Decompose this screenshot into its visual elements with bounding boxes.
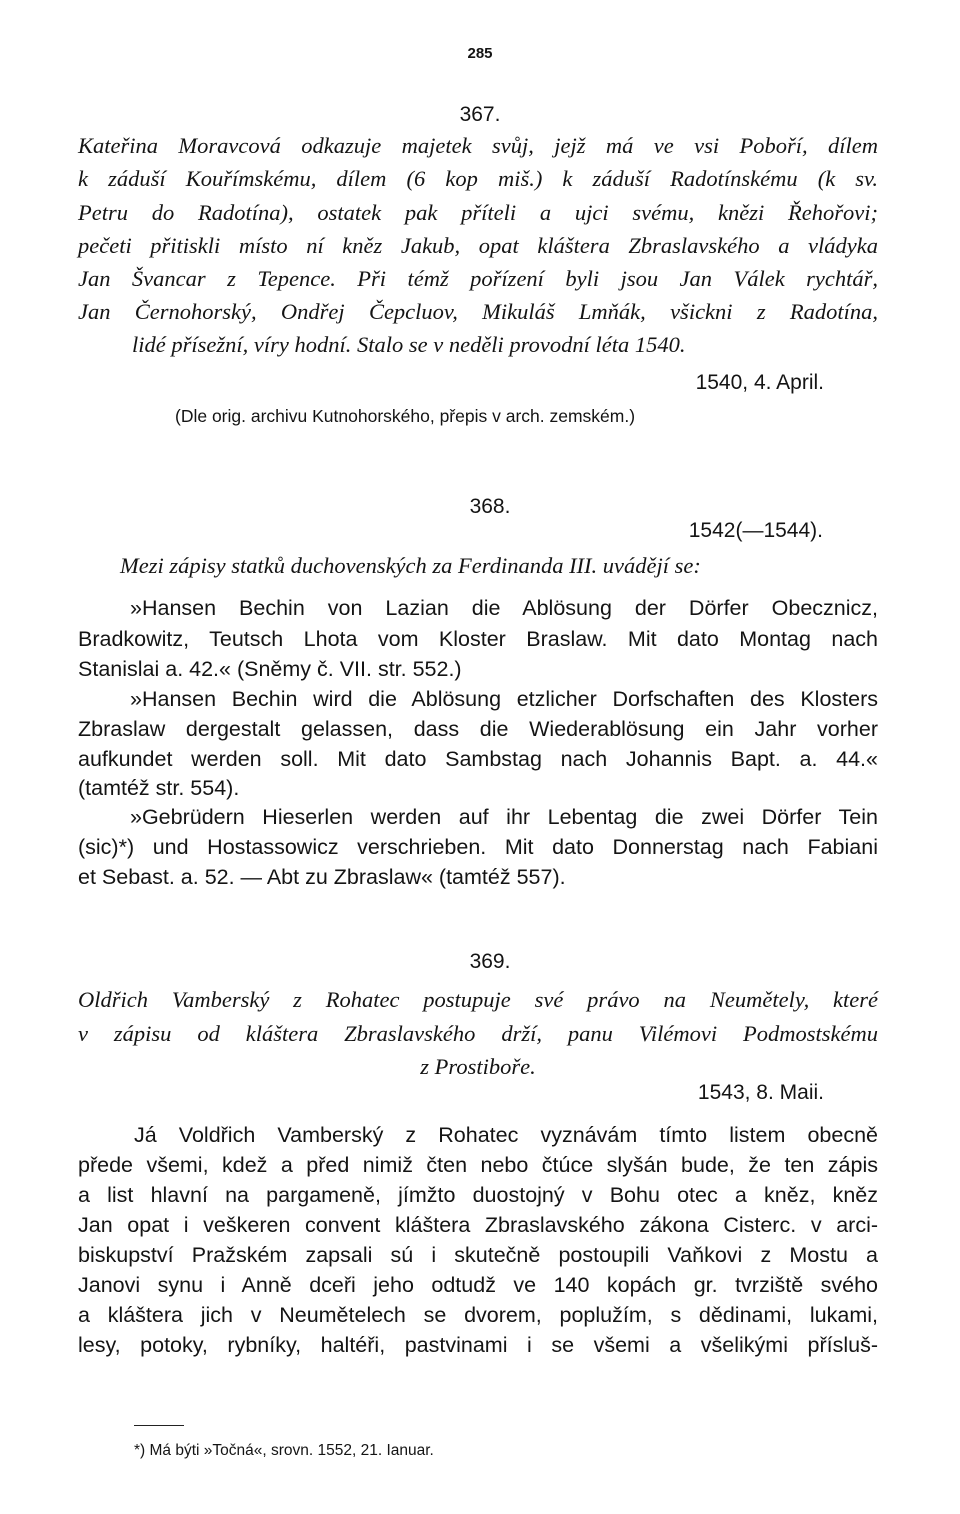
summary-line: Kateřina Moravcová odkazuje majetek svůj, jejž má ve vsi Poboří, dílem (78, 133, 878, 158)
body-line: lesy, potoky, rybníky, haltéři, pastvinami i se všemi a všelikými přísluš- (78, 1333, 878, 1357)
summary-line: z Prostiboře. (420, 1054, 536, 1079)
summary-line: Petru do Radotína), ostatek pak příteli a ujci svému, knězi Řehořovi; (78, 200, 878, 225)
document-number-369: 369. (469, 950, 511, 973)
body-line: Bradkowitz, Teutsch Lhota vom Kloster Braslaw. Mit dato Montag nach (78, 627, 878, 651)
summary-line: Jan Černohorský, Ondřej Čepcluov, Mikuláš Lmňák, všickni z Radotína, (78, 299, 878, 324)
summary-line: Jan Švancar z Tepence. Při témž pořízení byli jsou Jan Válek rychtář, (78, 266, 878, 291)
page-number: 285 (467, 45, 493, 62)
body-line: aufkundet werden soll. Mit dato Sambstag nach Johannis Bapt. a. 44.« (78, 747, 878, 771)
body-line: (sic)*) und Hostassowicz verschrieben. Mit dato Donnerstag nach Fabiani (78, 835, 878, 859)
body-line: »Hansen Bechin wird die Ablösung etzlicher Dorfschaften des Klosters (130, 687, 878, 711)
footnote: *) Má býti »Točná«, srovn. 1552, 21. Ianuar. (134, 1442, 434, 1459)
body-line: a list hlavní na pargameně, jímžto duostojný v Bohu otec a kněz, kněz (78, 1183, 878, 1207)
body-line: přede všemi, kdež a před nimiž čten nebo čtúce slyšán bude, že ten zápis (78, 1153, 878, 1177)
summary-line: k záduší Kouřímskému, dílem (6 kop miš.) k záduší Radotínskému (k sv. (78, 166, 878, 191)
document-date-368: 1542(—1544). (688, 519, 823, 542)
document-number-368: 368. (469, 495, 511, 518)
document-date-367: 1540, 4. April. (695, 371, 824, 394)
body-line: »Gebrüdern Hieserlen werden auf ihr Lebentag die zwei Dörfer Tein (130, 805, 878, 829)
document-date-369: 1543, 8. Maii. (697, 1081, 824, 1104)
body-line: (tamtéž str. 554). (78, 776, 240, 800)
body-line: biskupství Pražském zapsali sú i skutečně postoupili Vaňkovi z Mostu a (78, 1243, 878, 1267)
body-line: Jan opat i veškeren convent kláštera Zbraslavského zákona Cisterc. v arci- (78, 1213, 878, 1237)
summary-line: pečeti přitiskli místo ní kněz Jakub, opat kláštera Zbraslavského a vládyka (78, 233, 878, 258)
footnote-rule (134, 1425, 184, 1426)
body-line: Janovi synu i Anně dceři jeho odtudž ve 140 kopách gr. tvrziště svého (78, 1273, 878, 1297)
summary-line: Oldřich Vamberský z Rohatec postupuje své právo na Neumětely, které (78, 987, 878, 1012)
summary-line: v zápisu od kláštera Zbraslavského drží, panu Vilémovi Podmostskému (78, 1021, 878, 1046)
body-line: Stanislai a. 42.« (Sněmy č. VII. str. 552.) (78, 657, 462, 681)
summary-line: Mezi zápisy statků duchovenských za Ferdinanda III. uvádějí se: (120, 553, 701, 578)
document-number-367: 367. (459, 103, 501, 126)
body-line: et Sebast. a. 52. — Abt zu Zbraslaw« (tamtéž 557). (78, 865, 566, 889)
body-line: a kláštera jich v Neumětelech se dvorem, poplužím, s dědinami, lukami, (78, 1303, 878, 1327)
source-note: (Dle orig. archivu Kutnohorského, přepis v arch. zemském.) (175, 406, 636, 426)
summary-line: lidé přísežní, víry hodní. Stalo se v neděli provodní léta 1540. (132, 332, 686, 357)
body-line: »Hansen Bechin von Lazian die Ablösung der Dörfer Obecznicz, (130, 596, 878, 620)
body-line: Já Voldřich Vamberský z Rohatec vyznávám tímto listem obecně (134, 1123, 878, 1147)
body-line: Zbraslaw dergestalt gelassen, dass die Wiederablösung ein Jahr vorher (78, 717, 878, 741)
